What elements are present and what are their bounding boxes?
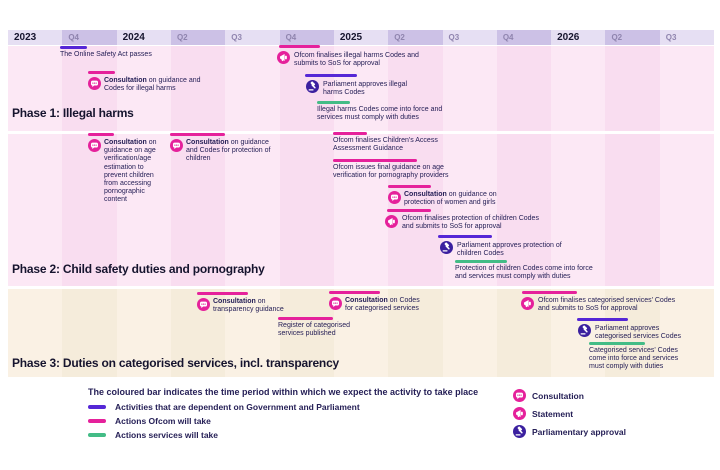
parliament-approves-children-codes-purple-bar [438,235,492,238]
statement-icon [521,297,534,310]
final-guidance-age-verification-label: Ofcom issues final guidance on age verification for pornography providers [333,164,449,180]
consultation-age-verification-pink-bar [88,133,114,136]
timeline-header-cell-q2: Q2 [605,30,659,45]
register-of-categorised-services-label: Register of categorised services published [278,322,350,338]
consultation-icon [197,298,210,311]
legend-bar-label: Actions Ofcom will take [115,416,211,426]
consultation-icon [388,191,401,204]
timeline-header-cell-2025: 2025 [334,30,388,45]
band-column [551,134,605,286]
band-column [660,46,714,131]
band-column [225,46,279,131]
consultation-age-verification-label: Consultation on guidance on age verification/age estimation to prevent children from accessing pornographic content [104,139,157,204]
legend-purple-bar [88,405,106,409]
phase-3-title: Phase 3: Duties on categorised services, incl. transparency [12,356,340,370]
consultation-icon [329,297,342,310]
children-codes-in-force-label: Protection of children Codes come into force and services must comply with duties [455,265,593,281]
parliament-approves-children-codes-label: Parliament approves protection of children Codes [457,242,562,258]
statement-categorised-codes-pink-bar [522,291,577,294]
timeline-header-cell-q3: Q3 [660,30,714,45]
register-of-categorised-services-pink-bar [278,317,333,320]
timeline-header-cell-2023: 2023 [8,30,62,45]
legend-icon-label: Parliamentary approval [532,427,627,437]
consultation-icon [88,77,101,90]
legend-bar-label: Actions services will take [115,430,218,440]
categorised-codes-in-force-green-bar [589,342,645,345]
statement-illegal-harms-codes-label: Ofcom finalises illegal harms Codes and submits to SoS for approval [294,52,419,68]
legend-icon-label: Statement [532,409,574,419]
timeline-header-cell-2026: 2026 [551,30,605,45]
consultation-categorised-codes-pink-bar [329,291,380,294]
statement-icon [385,215,398,228]
categorised-codes-in-force-label: Categorised services' Codes come into force and services must comply with duties [589,347,679,371]
band-column [551,46,605,131]
osa-passes-purple-bar [60,46,87,49]
band-column [605,46,659,131]
consultation-icon [88,139,101,152]
band-column [660,134,714,286]
band-column [497,134,551,286]
children-codes-in-force-green-bar [455,260,507,263]
children-access-assessment-guidance-pink-bar [333,132,367,135]
parliament-icon [306,80,319,93]
consultation-protection-of-children-label: Consultation on guidance and Codes for protection of children [186,139,271,163]
final-guidance-age-verification-pink-bar [333,159,417,162]
statement-protection-of-children-codes-label: Ofcom finalises protection of children Codes and submits to SoS for approval [402,215,539,231]
statement-icon [277,51,290,64]
consultation-women-and-girls-label: Consultation on guidance on protection of women and girls [404,191,497,207]
band-column [443,289,497,377]
timeline-header-cell-q2: Q2 [388,30,442,45]
illegal-harms-codes-in-force-label: Illegal harms Codes come into force and services must comply with duties [317,106,443,122]
illegal-harms-codes-in-force-green-bar [317,101,350,104]
parliament-icon [578,324,591,337]
statement-illegal-harms-codes-pink-bar [279,45,320,48]
band-column [280,134,334,286]
consultation-transparency-label: Consultation on transparency guidance [213,298,284,314]
consultation-categorised-codes-label: Consultation on Codes for categorised services [345,297,420,313]
parliament-icon [440,241,453,254]
legend-green-bar [88,433,106,437]
legend-bar-label: Activities that are dependent on Government and Parliament [115,402,360,412]
legend-icon-label: Consultation [532,391,584,401]
timeline-header-cell-q4: Q4 [280,30,334,45]
osa-passes-label: The Online Safety Act passes [60,51,152,58]
statement-icon [513,407,526,420]
timeline-header-cell-q4: Q4 [62,30,116,45]
consultation-illegal-harms-label: Consultation on guidance and Codes for illegal harms [104,77,201,93]
timeline-header-cell-q4: Q4 [497,30,551,45]
consultation-women-and-girls-pink-bar [388,185,431,188]
parliament-approves-illegal-harms-purple-bar [305,74,357,77]
parliament-approves-categorised-codes-purple-bar [577,318,628,321]
statement-protection-of-children-codes-pink-bar [387,209,431,212]
phase-2-title: Phase 2: Child safety duties and pornography [12,262,265,276]
band-column [497,46,551,131]
timeline-header-cell-q2: Q2 [171,30,225,45]
band-column [443,134,497,286]
parliament-approves-categorised-codes-label: Parliament approves categorised services Codes [595,325,681,341]
phase-1-title: Phase 1: Illegal harms [12,106,134,120]
timeline-header-cell-q3: Q3 [443,30,497,45]
legend-pink-bar [88,419,106,423]
timeline-header [8,30,714,45]
band-column [605,134,659,286]
parliament-icon [513,425,526,438]
consultation-icon [513,389,526,402]
band-column [334,134,388,286]
consultation-transparency-pink-bar [197,292,248,295]
statement-categorised-codes-label: Ofcom finalises categorised services' Codes and submits to SoS for approval [538,297,676,313]
parliament-approves-illegal-harms-label: Parliament approves illegal harms Codes [323,81,408,97]
consultation-illegal-harms-pink-bar [88,71,115,74]
timeline-header-cell-2024: 2024 [117,30,171,45]
consultation-protection-of-children-pink-bar [170,133,225,136]
children-access-assessment-guidance-label: Ofcom finalises Children's Access Assessment Guidance [333,137,438,153]
legend-note: The coloured bar indicates the time period within which we expect the activity to take place [88,387,479,397]
timeline-header-cell-q3: Q3 [225,30,279,45]
consultation-icon [170,139,183,152]
